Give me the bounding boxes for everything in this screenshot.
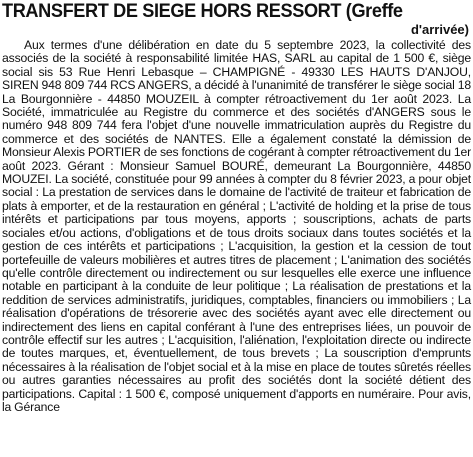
notice-subtitle: d'arrivée) <box>410 22 469 37</box>
legal-notice <box>2 0 471 414</box>
notice-title: TRANSFERT DE SIEGE HORS RESSORT (Greffe <box>2 0 403 22</box>
notice-body <box>2 39 471 414</box>
notice-paragraph: Aux termes d'une délibération en date du 5 septembre 2023, la collectivité des associés de la société à responsabilité limitée HAS, SARL au capital de 1 500 €, siège social sis 53 Rue Henri Lebasque – CHAMPIGNÉ - 49330 LES HAUTS D'ANJOU, SIREN 948 809 744 RCS ANGERS, a décidé à l'unanimité de transférer le siège social 18 La Bourgonnière - 44850 MOUZEIL à compter rétroactivement du 1er août 2023. La Société, immatriculée au Registre du commerce et des sociétés d'ANGERS sous le numéro 948 809 744 fera l'objet d'une nouvelle immatriculation auprès du Registre du commerce et des sociétés de NANTES. Elle a également constaté la démission de Monsieur Alexis PORTIER de ses fonctions de cogérant à compter rétroactivement du 1er août 2023. Gérant : Monsieur Samuel BOURÉ, demeurant La Bourgonnière, 44850 MOUZEI. La société, constituée pour 99 années à compter du 8 février 2023, a pour objet social : La prestation de services dans le domaine de l'activité de traiteur et fabrication de plats à emporter, et de la restauration en général ; L'activité de holding et la prise de tous intérêts et participations par tous moyens, apports ; souscriptions, achats de parts sociales et/ou actions, d'obligations et de tous droits sociaux dans toutes sociétés et la gestion de ces intérêts et participations ; L'acquisition, la gestion et la cession de tout portefeuille de valeurs mobilières et autres titres de placement ; L'animation des sociétés qu'elle contrôle directement ou indirectement ou sur lesquelles elle exerce une influence notable en participant à la conduite de leur politique ; La réalisation de prestations et la reddition de services administratifs, juridiques, comptables, financiers ou immobiliers ; La réalisation d'opérations de trésorerie avec des sociétés ayant avec elle directement ou indirectement des liens en capital conférant à l'une des entreprises liées, un pouvoir de contrôle effectif sur les autres ; L'acquisition, l'aliénation, l'exploitation directe ou indirecte de toutes marques, et, éventuellement, de tous brevets ; La souscription d'emprunts nécessaires à la réalisation de l'objet social et à la mise en place de toutes sûretés réelles ou autres garanties nécessaires au profit des sociétés dont la société détient des participations. Capital : 1 500 €, composé uniquement d'apports en numéraire. Pour avis, la Gérance <box>2 38 471 414</box>
